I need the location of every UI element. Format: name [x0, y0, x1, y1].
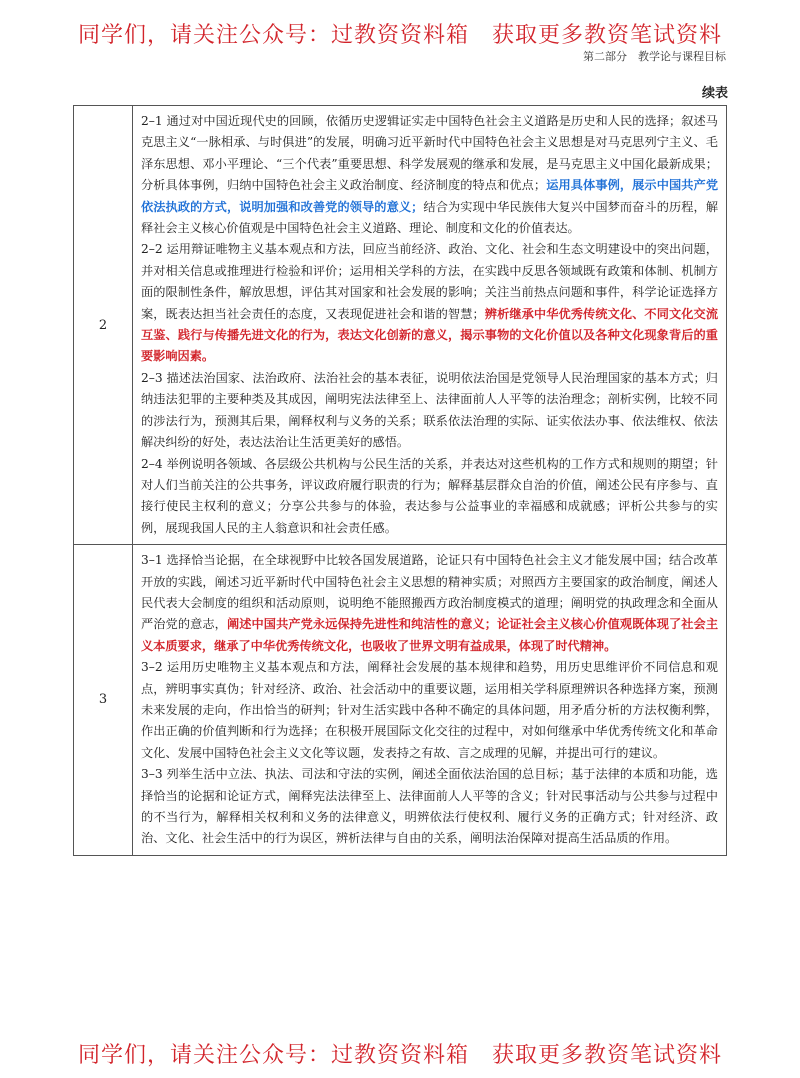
- standard-3-2: [141, 657, 718, 764]
- standard-3-1: [141, 550, 718, 657]
- row-content: [133, 545, 727, 856]
- standard-2-4: [141, 454, 718, 540]
- standard-code: 3–3: [141, 767, 163, 782]
- standard-code: 3–2: [141, 660, 163, 675]
- row-number: 3: [74, 545, 133, 856]
- standard-text: 列举生活中立法、执法、司法和守法的实例，阐述全面依法治国的总目标；基于法律的本质和功能，选择恰当的论据和论证方式，阐释宪法法律至上、法律面前人人平等的含义；针对民事活动与公共参与过程中的不当行为，解释相关权利和义务的法律意义，明辨依法行使权利、履行义务的正确方式；针对经济、政治、文化、社会生活中的行为误区，辨析法律与自由的关系，阐明法治保障对提高生活品质的作用。: [141, 767, 718, 846]
- promo-banner-top: 同学们，请关注公众号：过教资资料箱 获取更多教资笔试资料: [77, 23, 722, 48]
- standard-2-1: [141, 111, 718, 239]
- standard-code: 2–4: [141, 456, 163, 471]
- standard-text-rest: 结合为实现中华民族伟大复兴中国梦而奋斗的历程，解释社会主义核心价值观是中国特色社会主义道路、理论、制度和文化的价值表达。: [141, 199, 719, 236]
- standard-text: 描述法治国家、法治政府、法治社会的基本表征，说明依法治国是党领导人民治理国家的基本方式；归纳违法犯罪的主要种类及其成因，阐明宪法法律至上、法律面前人人平等的法治理念；剖析实例，比较不同的涉法行为，预测其后果，阐释权利与义务的关系；联系依法治理的实际、证实依法办事、依法维权、依法解决纠纷的好处，表达法治让生活更美好的感悟。: [141, 370, 718, 450]
- table-row: [74, 545, 727, 856]
- continued-label: 续表: [701, 86, 728, 101]
- table-row: [74, 106, 727, 545]
- highlighted-text: 运用具体事例，展示中国共产党依法执政的方式，说明加强和改善党的领导的意义；: [141, 178, 719, 214]
- standard-text: 通过对中国近现代史的回顾，依循历史逻辑证实走中国特色社会主义道路是历史和人民的选择；叙述马克思主义“一脉相承、与时俱进”的发展，明确习近平新时代中国特色社会主义思想是对马克思列宁主义、毛泽东思想、邓小平理论、“三个代表”重要思想、科学发展观的继承和发展，是马克思主义中国化最新成果；分析具体事例，归纳中国特色社会主义政治制度、经济制度的特点和优点；: [141, 114, 718, 193]
- running-head: 第二部分 教学论与课程目标: [583, 50, 726, 63]
- standard-code: 2–2: [141, 242, 163, 257]
- standard-3-3: [141, 764, 718, 850]
- standard-text: 运用历史唯物主义基本观点和方法，阐释社会发展的基本规律和趋势，用历史思维评价不同信息和观点，辨明事实真伪；针对经济、政治、社会活动中的重要议题，运用相关学科原理辨识各种选择方案，预测未来发展的走向，作出恰当的研判；针对生活实践中各种不确定的具体问题，用矛盾分析的方法权衡利弊，作出正确的价值判断和行为选择；在积极开展国际文化交往的过程中，对如何继承中华优秀传统文化和革命文化、发展中国特色社会主义文化等议题，发表持之有故、言之成理的见解，并提出可行的建议。: [141, 660, 718, 760]
- highlighted-text: 辨析继承中华优秀传统文化、不同文化交流互鉴、践行与传播先进文化的行为，表达文化创新的意义，揭示事物的文化价值以及各种文化现象背后的重要影响因素。: [141, 306, 719, 364]
- row-number: 2: [74, 106, 133, 545]
- standard-text: 举例说明各领域、各层级公共机构与公民生活的关系，并表达对这些机构的工作方式和规则的期望；针对人们当前关注的公共事务，评议政府履行职责的行为；解释基层群众自治的价值，阐述公民有序参与、直接行使民主权利的意义；分享公共参与的体验，表达参与公益事业的幸福感和成就感；评析公共参与的实例，展现我国人民的主人翁意识和社会责任感。: [141, 456, 718, 535]
- curriculum-table: [73, 105, 727, 856]
- highlighted-text: 阐述中国共产党永远保持先进性和纯洁性的意义；论证社会主义核心价值观既体现了社会主义本质要求，继承了中华优秀传统文化，也吸收了世界文明有益成果，体现了时代精神。: [141, 617, 719, 653]
- standard-code: 2–3: [141, 370, 163, 385]
- standard-text: 运用辩证唯物主义基本观点和方法，回应当前经济、政治、文化、社会和生态文明建设中的突出问题，并对相关信息或推理进行检验和评价；运用相关学科的方法，在实践中反思各领域既有政策和体制、机制方面的限制性条件，解放思想，评估其对国家和社会发展的影响；关注当前热点问题和事件，科学论证选择方案，既表达担当社会责任的态度，又表现促进社会和谐的智慧；: [141, 242, 718, 321]
- standard-code: 2–1: [141, 114, 163, 128]
- standard-2-2: [141, 239, 718, 367]
- standard-2-3: [141, 368, 718, 454]
- standard-text: 选择恰当论据，在全球视野中比较各国发展道路，论证只有中国特色社会主义才能发展中国；结合改革开放的实践，阐述习近平新时代中国特色社会主义思想的精神实质；对照西方主要国家的政治制度，阐述人民代表大会制度的组织和活动原则，说明绝不能照搬西方政治制度模式的道理；阐明党的执政理念和全面从严治党的意志，: [141, 553, 718, 632]
- row-content: [133, 106, 727, 545]
- standard-code: 3–1: [141, 553, 163, 568]
- promo-banner-bottom: 同学们，请关注公众号：过教资资料箱 获取更多教资笔试资料: [77, 1043, 722, 1068]
